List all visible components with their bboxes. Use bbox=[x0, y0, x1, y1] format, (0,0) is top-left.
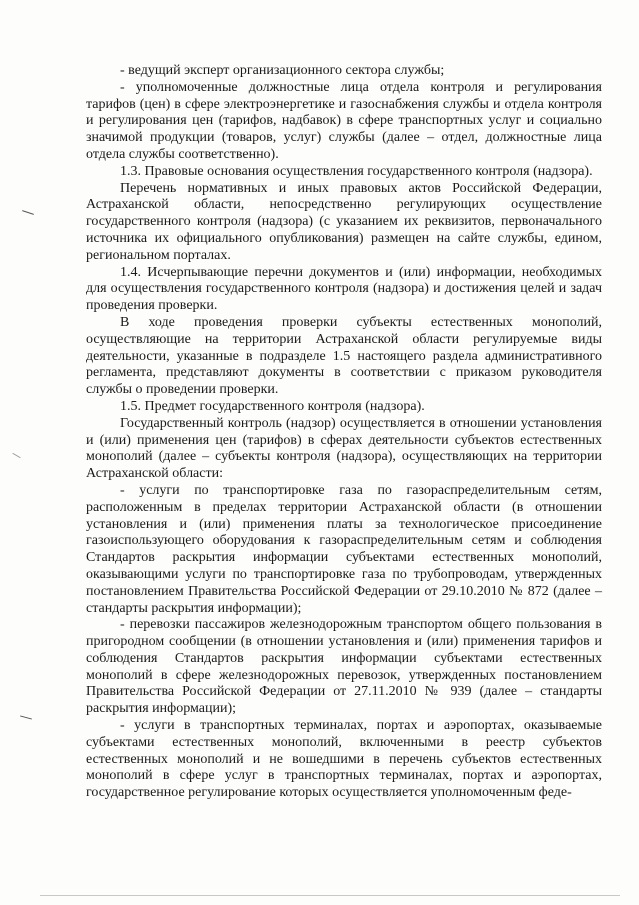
paragraph: В ходе проведения проверки субъекты естественных монополий, осуществляющие на территории Астраханской области регулируемые виды деятельности, указанные в подразделе 1.5 настоящего раздела административного регламента, представляют документы в соответствии с приказом руководителя службы о проведении проверки. bbox=[86, 314, 602, 398]
document-body bbox=[86, 63, 602, 802]
margin-mark bbox=[22, 210, 34, 215]
paragraph: - услуги в транспортных терминалах, портах и аэропортах, оказываемые субъектами естественных монополий, включенными в реестр субъектов естественных монополий и не вошедшими в перечень субъектов естественных монополий в сфере услуг в транспортных терминалах, портах и аэропортах, государственное регулирование которых осуществляется уполномоченным феде- bbox=[86, 718, 602, 801]
paragraph: - перевозки пассажиров железнодорожным транспортом общего пользования в пригородном сообщении (в отношении установления и (или) применения тарифов и соблюдения Стандартов раскрытия информации субъектами естественных монополий в сфере железнодорожных перевозок, утвержденных постановлением Правительства Российской Федерации от 27.11.2010 № 939 (далее – стандарты раскрытия информации); bbox=[86, 617, 602, 717]
margin-mark bbox=[12, 453, 20, 458]
paragraph: - услуги по транспортировке газа по газораспределительным сетям, расположенным в пределах территории Астраханской области (в отношении установления и (или) применения платы за технологическое присоединение газоиспользующего оборудования к газораспределительным сетям и соблюдения Стандартов раскрытия информации субъектами естественных монополий, оказывающими услуги по транспортировке газа по трубопроводам, утвержденных постановлением Правительства Российской Федерации от 29.10.2010 № 872 (далее – стандарты раскрытия информации); bbox=[86, 482, 602, 616]
paragraph: 1.5. Предмет государственного контроля (надзора). bbox=[120, 398, 425, 414]
paragraph: Перечень нормативных и иных правовых актов Российской Федерации, Астраханской области, непосредственно регулирующих осуществление государственного контроля (надзора) (с указанием их реквизитов, первоначального источника их официального опубликования) размещен на сайте службы, едином, региональном порталах. bbox=[86, 180, 602, 263]
paragraph: - уполномоченные должностные лица отдела контроля и регулирования тарифов (цен) в сфере электроэнергетике и газоснабжения службы и отдела контроля и регулирования цен (тарифов, надбавок) в сфере транспортных услуг и социально значимой продукции (товаров, услуг) службы (далее – отдел, должностные лица отдела службы соответственно). bbox=[86, 79, 602, 162]
scan-edge-line bbox=[40, 895, 620, 896]
paragraph: Государственный контроль (надзор) осуществляется в отношении установления и (или) применения цен (тарифов) в сферах деятельности субъектов естественных монополий (далее – субъекты контроля (надзора), осуществляющих на территории Астраханской области: bbox=[86, 415, 602, 482]
paragraph: 1.3. Правовые основания осуществления государственного контроля (надзора). bbox=[120, 163, 593, 179]
paragraph: 1.4. Исчерпывающие перечни документов и (или) информации, необходимых для осуществления государственного контроля (надзора) и достижения целей и задач проведения проверки. bbox=[86, 264, 602, 314]
margin-mark bbox=[20, 715, 32, 719]
paragraph: - ведущий эксперт организационного сектора службы; bbox=[120, 63, 445, 78]
